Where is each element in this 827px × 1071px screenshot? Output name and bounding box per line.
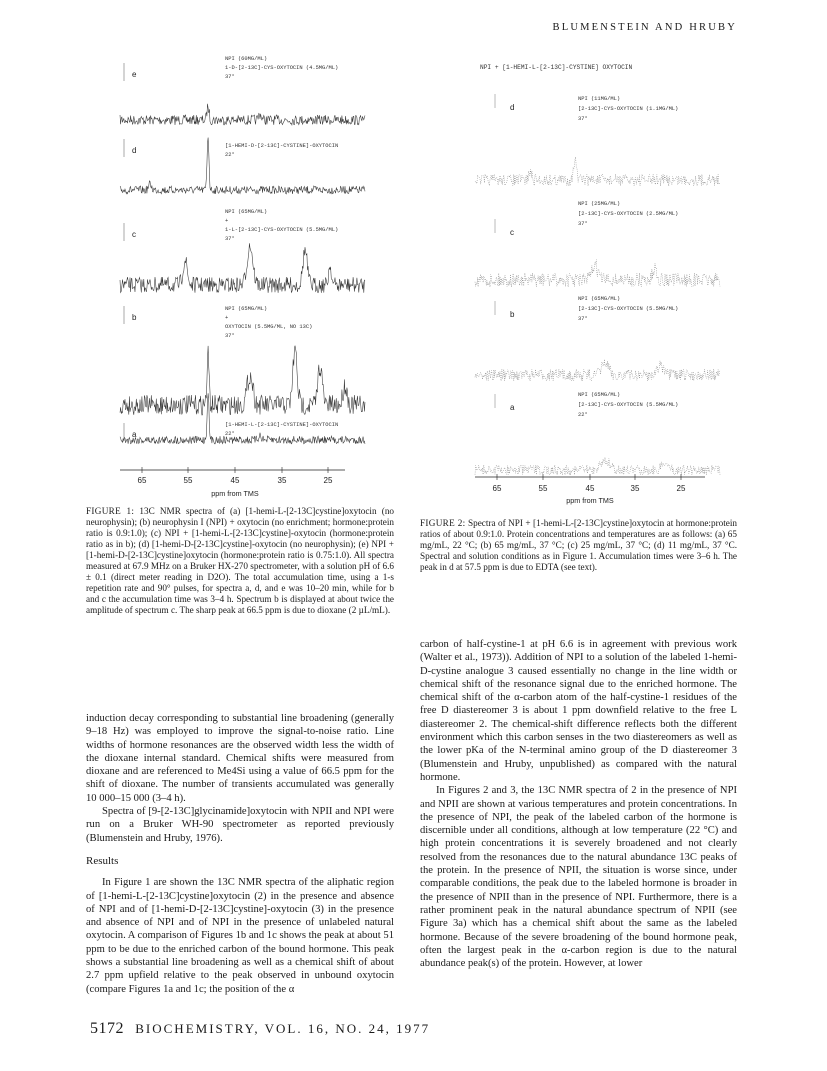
spectrum-trace-b [475, 359, 720, 381]
spectrum-condition-label: [1-HEMI-L-[2-13C]-CYSTINE]-OXYTOCIN [225, 422, 339, 428]
x-axis-tick-label: 55 [538, 484, 548, 493]
page-number: 5172 [90, 1020, 124, 1037]
x-axis-tick-label: 35 [277, 476, 287, 485]
spectrum-condition-label: 37° [578, 116, 588, 122]
spectrum-condition-label: 37° [578, 221, 588, 227]
spectrum-condition-label: 22° [578, 412, 588, 418]
x-axis-tick-label: 25 [676, 484, 686, 493]
page-footer [90, 1020, 430, 1038]
spectrum-condition-label: NPI (11MG/ML) [578, 96, 621, 102]
spectrum-condition-label: [2-13C]-CYS-OXYTOCIN (5.5MG/ML) [578, 306, 679, 312]
left-column-paragraph: Spectra of [9-[2-13C]glycinamide]oxytocin with NPII and NPI were run on a Bruker WH-90 spectrometer as reported previously (Blumenstein and Hruby, 1976). [86, 806, 394, 844]
journal-citation: BIOCHEMISTRY, VOL. 16, NO. 24, 1977 [135, 1021, 431, 1036]
spectrum-condition-label: NPI (65MG/ML) [225, 306, 268, 312]
spectrum-trace-c [475, 260, 720, 287]
spectrum-condition-label: [2-13C]-CYS-OXYTOCIN (2.5MG/ML) [578, 211, 679, 217]
spectrum-condition-label: NPI (65MG/ML) [578, 296, 621, 302]
figure-1-caption [86, 506, 394, 616]
spectrum-letter-d: d [132, 146, 137, 155]
figure-1-caption-text: 13C NMR spectra of (a) [1-hemi-L-[2-13C]cystine]oxytocin (no neurophysin); (b) neurophysin I (NPI) + oxytocin (no enrichment; hormone:protein ratio is 0.9:1.0); (c) NPI + [1-hemi-L-[2-13C]cystine]-oxytocin (hormone:protein ratio as in b); (d) [1-hemi-D-[2-13C]cystine]-oxytocin (no neurophysin); (e) NPI + [1-hemi-D-[2-13C]cystine]oxytocin (hormone:protein ratio is 0.75:1.0). All spectra measured at 67.9 MHz on a Bruker HX-270 spectrometer, with a solution pH of 6.6 ± 0.1 (direct meter reading in D2O). The total accumulation time, using a 1-s repetition rate and 90° pulses, for spectra a, d, and e was 10–20 min, while for b and c the accumulation time was 3–4 h. Spectrum b is displayed at about twice the amplitude of spectrum c. The sharp peak at 66.5 ppm is due to dioxane (2 µL/mL). [86, 506, 395, 615]
spectrum-condition-label: NPI (65MG/ML) [225, 209, 268, 215]
spectrum-condition-label: 1-L-[2-13C]-CYS-OXYTOCIN (5.5MG/ML) [225, 227, 339, 233]
running-head: BLUMENSTEIN AND HRUBY [552, 22, 737, 33]
figure-2-caption-text: Spectra of NPI + [1-hemi-L-[2-13C]cystine]oxytocin at hormone:protein ratios of about 0.9:1.0. Protein concentrations and temperatures are as follows: (a) 65 mg/mL, 22 °C; (b) 65 mg/mL, 37 °C; (c) 25 mg/mL, 37 °C; (d) 11 mg/mL, 37 °C. Spectral and solution conditions as in Figure 1. Accumulation times were 3–6 h. The peak in d at 57.5 ppm is due to EDTA (see text). [420, 518, 737, 572]
x-axis-tick-label: 45 [230, 476, 240, 485]
left-column-paragraph: induction decay corresponding to substantial line broadening (generally 9–18 Hz) was employed to improve the signal-to-noise ratio. Line widths of hormone resonances are the observed width less the width of the dioxane internal standard. Chemical shifts were measured from dioxane and are referenced to Me4Si using a value of 66.5 ppm for the shift of dioxane. The number of transients accumulated was generally 10 000–15 000 (3–4 h). [86, 713, 394, 804]
spectrum-letter-e: e [132, 70, 137, 79]
spectrum-condition-label: NPI (25MG/ML) [578, 201, 621, 207]
figure-2-spectra [455, 45, 735, 510]
spectrum-trace-b [120, 346, 365, 416]
spectrum-condition-label: [2-13C]-CYS-OXYTOCIN (5.5MG/ML) [578, 402, 679, 408]
spectrum-condition-label: 37° [578, 316, 588, 322]
spectrum-letter-a: a [132, 430, 137, 439]
spectrum-condition-label: + [225, 218, 229, 224]
spectrum-letter-b: b [510, 310, 515, 319]
x-axis-tick-label: 35 [630, 484, 640, 493]
spectrum-condition-label: [2-13C]-CYS-OXYTOCIN (1.1MG/ML) [578, 106, 679, 112]
spectrum-letter-c: c [132, 230, 136, 239]
spectrum-condition-label: NPI (60MG/ML) [225, 56, 268, 62]
spectrum-trace-e [120, 104, 365, 125]
spectrum-trace-d [475, 157, 720, 186]
right-column-paragraph: In Figures 2 and 3, the 13C NMR spectra of 2 in the presence of NPI and NPII are shown at various temperatures and protein concentrations. In the presence of NPI, the peak of the labeled carbon of the hormone is discernible under all conditions, although at low temperature (22 °C) and high protein concentrations it is severely broadened and not clearly resolved from the resonances due to the natural abundance 13C peaks of the protein. In the presence of NPII, the situation is worse since, under comparable conditions, the peak due to the labeled hormone is broader in the presence of NPII than in the presence of NPI. Furthermore, there is a rather prominent peak in the natural abundance spectrum of NPII (see Figure 3a) which has a chemical shift about the same as the labeled hormone. Because of the severe broadening of the bound hormone peak, often the largest peak in the α-carbon region is due to the natural abundance peak(s) of the protein. However, at lower [420, 785, 737, 970]
x-axis-tick-label: 45 [585, 484, 595, 493]
spectrum-condition-label: 22° [225, 431, 235, 437]
x-axis-tick-label: 55 [183, 476, 193, 485]
spectrum-trace-a [475, 457, 720, 475]
left-column-heading: Results [86, 854, 119, 867]
spectrum-letter-a: a [510, 403, 515, 412]
spectrum-trace-a [120, 393, 365, 444]
left-column-paragraph: In Figure 1 are shown the 13C NMR spectra of the aliphatic region of [1-hemi-L-[2-13C]cystine]oxytocin (2) in the presence and absence of NPI and of [1-hemi-D-[2-13C]cystine]-oxytocin (3) in the presence and absence of NPI and of NPI in the presence of unlabeled natural oxytocin. A comparison of Figures 1b and 1c shows the peak at about 51 ppm to be due to the enriched carbon of the bound hormone. This peak shows a substantial line broadening as well as a chemical shift of about 2.7 ppm upfield relative to the peak observed in unbound oxytocin (compare Figures 1a and 1c; the position of the α [86, 877, 394, 995]
x-axis-tick-label: 65 [137, 476, 147, 485]
spectrum-trace-c [120, 243, 365, 293]
spectrum-condition-label: 37° [225, 236, 235, 242]
left-column [86, 712, 394, 996]
spectrum-condition-label: 1-D-[2-13C]-CYS-OXYTOCIN (4.5MG/ML) [225, 65, 339, 71]
figure-2-caption [420, 518, 737, 573]
x-axis-tick-label: 65 [492, 484, 502, 493]
figure-1-caption-lead: FIGURE 1: [86, 506, 135, 516]
figure-1 [110, 45, 370, 500]
figure-2 [455, 45, 735, 510]
spectrum-condition-label: 37° [225, 333, 235, 339]
spectrum-condition-label: OXYTOCIN (5.5MG/ML, NO 13C) [225, 324, 313, 330]
spectrum-condition-label: [1-HEMI-D-[2-13C]-CYSTINE]-OXYTOCIN [225, 143, 339, 149]
spectrum-condition-label: NPI (65MG/ML) [578, 392, 621, 398]
x-axis-title: ppm from TMS [566, 496, 614, 505]
figure-2-caption-lead: FIGURE 2: [420, 518, 466, 528]
x-axis-title: ppm from TMS [211, 489, 259, 498]
spectrum-letter-d: d [510, 103, 515, 112]
spectrum-condition-label: 22° [225, 152, 235, 158]
figure-1-spectra [110, 45, 370, 500]
spectrum-condition-label: + [225, 315, 229, 321]
spectrum-condition-label: 37° [225, 74, 235, 80]
x-axis-tick-label: 25 [323, 476, 333, 485]
right-column-paragraph: carbon of half-cystine-1 at pH 6.6 is in agreement with previous work (Walter et al., 1973)). Addition of NPI to a solution of the labeled 1-hemi-D-cystine analogue 3 caused essentially no change in the line width or chemical shift of the resonance signal due to the enriched hormone. The chemical shift of the α-carbon atom of the half-cystine-1 residues of the free D diastereomer 3 is about 1 ppm downfield relative to the free L diastereomer 2. The chemical-shift difference reflects both the different environment which this carbon senses in the two diastereomers as well as the lower pKa of the N-terminal amino group of the D diastereomer 3 (Blumenstein and Hruby, unpublished) as compared with the natural hormone. [420, 639, 737, 783]
right-column [420, 638, 737, 970]
figure-2-title: NPI + [1-HEMI-L-[2-13C]-CYSTINE] OXYTOCIN [480, 64, 633, 71]
spectrum-letter-b: b [132, 313, 137, 322]
spectrum-letter-c: c [510, 228, 514, 237]
